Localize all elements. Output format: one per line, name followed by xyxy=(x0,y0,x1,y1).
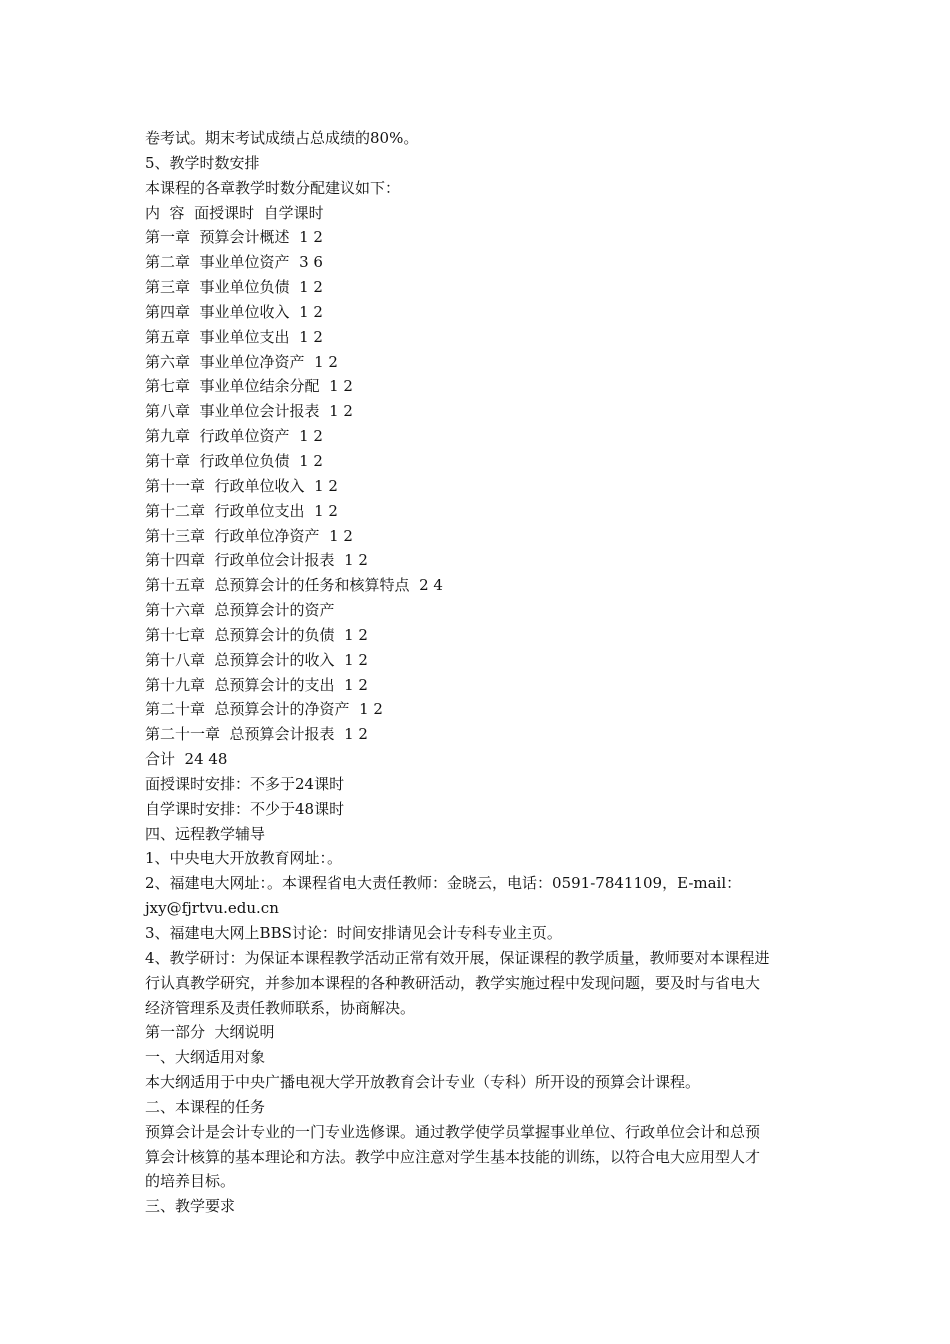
text-line: 经济管理系及责任教师联系，协商解决。 xyxy=(145,998,416,1017)
text-line: 2、福建电大网址：。本课程省电大责任教师：金晓云，电话：0591-7841109，E-mail： xyxy=(145,874,742,893)
schedule-row: 第三章 事业单位负债 1 2 xyxy=(145,278,323,297)
text-line: 的培养目标。 xyxy=(145,1172,236,1191)
schedule-row: 第五章 事业单位支出 1 2 xyxy=(145,327,323,346)
schedule-row: 第四章 事业单位收入 1 2 xyxy=(145,302,323,321)
text-line: 算会计核算的基本理论和方法。教学中应注意对学生基本技能的训练，以符合电大应用型人才 xyxy=(145,1147,761,1166)
text-line: 卷考试。期末考试成绩占总成绩的80%。 xyxy=(145,129,419,147)
section-heading: 三、教学要求 xyxy=(145,1197,236,1216)
text-line: 本课程的各章教学时数分配建议如下： xyxy=(145,178,401,197)
schedule-row: 第八章 事业单位会计报表 1 2 xyxy=(145,402,353,421)
text-line: 面授课时安排：不多于24课时 xyxy=(145,774,345,793)
section-heading: 四、远程教学辅导 xyxy=(145,824,266,843)
text-line: 预算会计是会计专业的一门专业选修课。通过教学使学员掌握事业单位、行政单位会计和总预 xyxy=(145,1122,761,1141)
text-line: 1、中央电大开放教育网址：。 xyxy=(145,849,343,868)
schedule-row: 第一章 预算会计概述 1 2 xyxy=(145,228,323,247)
schedule-row: 第九章 行政单位资产 1 2 xyxy=(145,427,323,446)
document-body xyxy=(145,126,810,1219)
text-line: 行认真教学研究，并参加本课程的各种教研活动，教学实施过程中发现问题，要及时与省电大 xyxy=(145,973,761,992)
text-line: 3、福建电大网上BBS讨论：时间安排请见会计专科专业主页。 xyxy=(145,924,562,942)
section-heading: 一、大纲适用对象 xyxy=(145,1048,266,1067)
schedule-row: 第十四章 行政单位会计报表 1 2 xyxy=(145,551,368,570)
schedule-row: 第十六章 总预算会计的资产 xyxy=(145,601,335,620)
schedule-row: 第十二章 行政单位支出 1 2 xyxy=(145,501,338,520)
text-line: 4、教学研讨：为保证本课程教学活动正常有效开展，保证课程的教学质量，教师要对本课程进 xyxy=(145,948,770,967)
schedule-row: 第二十一章 总预算会计报表 1 2 xyxy=(145,725,368,744)
part-heading: 第一部分 大纲说明 xyxy=(145,1023,275,1042)
schedule-row: 第十一章 行政单位收入 1 2 xyxy=(145,476,338,495)
email-text: jxy@fjrtvu.edu.cn xyxy=(145,899,279,918)
schedule-row: 第二十章 总预算会计的净资产 1 2 xyxy=(145,700,383,719)
schedule-row: 第十五章 总预算会计的任务和核算特点 2 4 xyxy=(145,576,443,595)
schedule-row: 第二章 事业单位资产 3 6 xyxy=(145,253,323,272)
schedule-header: 内 容 面授课时 自学课时 xyxy=(145,203,324,222)
text-line: 本大纲适用于中央广播电视大学开放教育会计专业（专科）所开设的预算会计课程。 xyxy=(145,1073,701,1092)
schedule-row: 第十八章 总预算会计的收入 1 2 xyxy=(145,650,368,669)
section-heading: 5、教学时数安排 xyxy=(145,153,260,172)
schedule-row: 第十三章 行政单位净资产 1 2 xyxy=(145,526,353,545)
text-line: 自学课时安排：不少于48课时 xyxy=(145,799,345,818)
schedule-total: 合计 24 48 xyxy=(145,750,228,769)
schedule-row: 第七章 事业单位结余分配 1 2 xyxy=(145,377,353,396)
schedule-row: 第十九章 总预算会计的支出 1 2 xyxy=(145,675,368,694)
schedule-row: 第十章 行政单位负债 1 2 xyxy=(145,451,323,470)
schedule-row: 第六章 事业单位净资产 1 2 xyxy=(145,352,338,371)
schedule-row: 第十七章 总预算会计的负债 1 2 xyxy=(145,625,368,644)
section-heading: 二、本课程的任务 xyxy=(145,1097,266,1116)
